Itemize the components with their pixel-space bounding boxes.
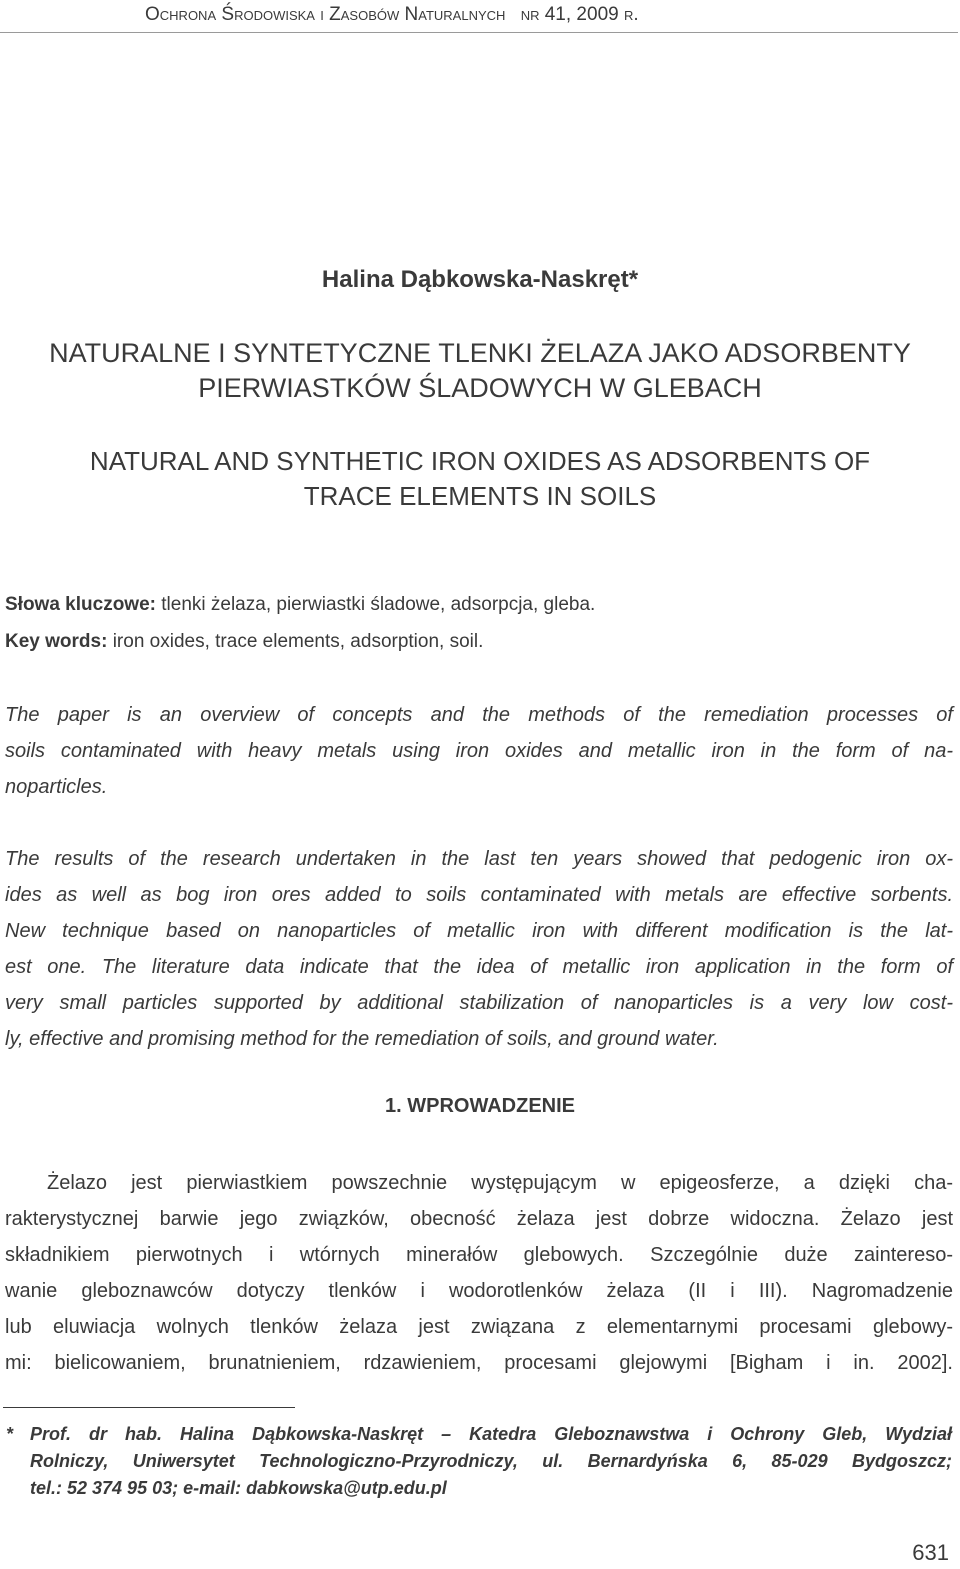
keywords-polish-text: tlenki żelaza, pierwiastki śladowe, adsorpcja, gleba.	[155, 594, 596, 615]
title-english-line-2: TRACE ELEMENTS IN SOILS	[303, 481, 657, 511]
title-polish-line-1: NATURALNE I SYNTETYCZNE TLENKI ŻELAZA JAKO ADSORBENTY	[49, 338, 911, 368]
body-line: Żelazo jest pierwiastkiem powszechnie występującym w epigeosferze, a dzięki cha-	[47, 1172, 953, 1194]
abstract-line: The paper is an overview of concepts and the methods of the remediation processes of	[5, 704, 953, 726]
body-line: mi: bielicowaniem, brunatnieniem, rdzawieniem, procesami glejowymi [Bigham i in. 2002].	[5, 1352, 953, 1374]
abstract-line: New technique based on nanoparticles of metallic iron with different modification is the lat-	[5, 920, 953, 942]
title-english	[0, 444, 960, 514]
journal-name: Ochrona Środowiska i Zasobów Naturalnych	[145, 4, 506, 25]
keywords-english-label: Key words:	[5, 631, 108, 652]
abstract-line: noparticles.	[5, 776, 108, 798]
title-polish-line-2: PIERWIASTKÓW ŚLADOWYCH W GLEBACH	[198, 373, 762, 403]
footnote-rule	[3, 1407, 295, 1408]
running-header	[0, 0, 960, 31]
footnote-line: Prof. dr hab. Halina Dąbkowska-Naskręt – Katedra Gleboznawstwa i Ochrony Gleb, Wydział	[30, 1424, 952, 1444]
abstract-paragraph-2	[5, 841, 953, 1057]
abstract-line: est one. The literature data indicate that the idea of metallic iron application in the form of	[5, 956, 953, 978]
body-line: rakterystycznej barwie jego związków, obecność żelaza jest dobrze widoczna. Żelazo jest	[5, 1208, 953, 1230]
journal-issue: nr 41, 2009 r.	[520, 4, 639, 25]
footnote-marker: *	[6, 1424, 14, 1444]
keywords-polish	[5, 594, 595, 616]
footnote-line: Rolniczy, Uniwersytet Technologiczno-Przyrodniczy, ul. Bernardyńska 6, 85-029 Bydgoszcz;	[30, 1451, 952, 1471]
abstract-line: The results of the research undertaken in the last ten years showed that pedogenic iron ox-	[5, 848, 953, 870]
abstract-line: ides as well as bog iron ores added to soils contaminated with metals are effective sorbents.	[5, 884, 953, 906]
page-number: 631	[912, 1540, 949, 1565]
abstract-line: soils contaminated with heavy metals using iron oxides and metallic iron in the form of na-	[5, 740, 953, 762]
body-line: lub eluwiacja wolnych tlenków żelaza jest związana z elementarnymi procesami glebowy-	[5, 1316, 953, 1338]
body-line: składnikiem pierwotnych i wtórnych minerałów glebowych. Szczególnie duże zaintereso-	[5, 1244, 953, 1266]
abstract-line: ly, effective and promising method for the remediation of soils, and ground water.	[5, 1028, 719, 1050]
header-rule	[0, 32, 958, 33]
body-line: wanie gleboznawców dotyczy tlenków i wodorotlenków żelaza (II i III). Nagromadzenie	[5, 1280, 953, 1302]
title-english-line-1: NATURAL AND SYNTHETIC IRON OXIDES AS ADSORBENTS OF	[89, 446, 871, 476]
journal-header	[145, 4, 639, 26]
footnote-line: tel.: 52 374 95 03; e-mail: dabkowska@utp.edu.pl	[30, 1478, 447, 1498]
keywords-polish-label: Słowa kluczowe:	[5, 594, 156, 615]
section-heading: 1. WPROWADZENIE	[384, 1095, 575, 1117]
intro-paragraph	[5, 1165, 953, 1381]
abstract-line: very small particles supported by additional stabilization of nanoparticles is a very low cost-	[5, 992, 953, 1014]
author-name: Halina Dąbkowska-Naskręt*	[321, 266, 639, 293]
abstract-paragraph-1	[5, 697, 953, 805]
author-footnote	[30, 1421, 952, 1502]
title-polish	[0, 336, 960, 406]
keywords-english-text: iron oxides, trace elements, adsorption, soil.	[107, 631, 484, 652]
keywords-english	[5, 631, 483, 653]
